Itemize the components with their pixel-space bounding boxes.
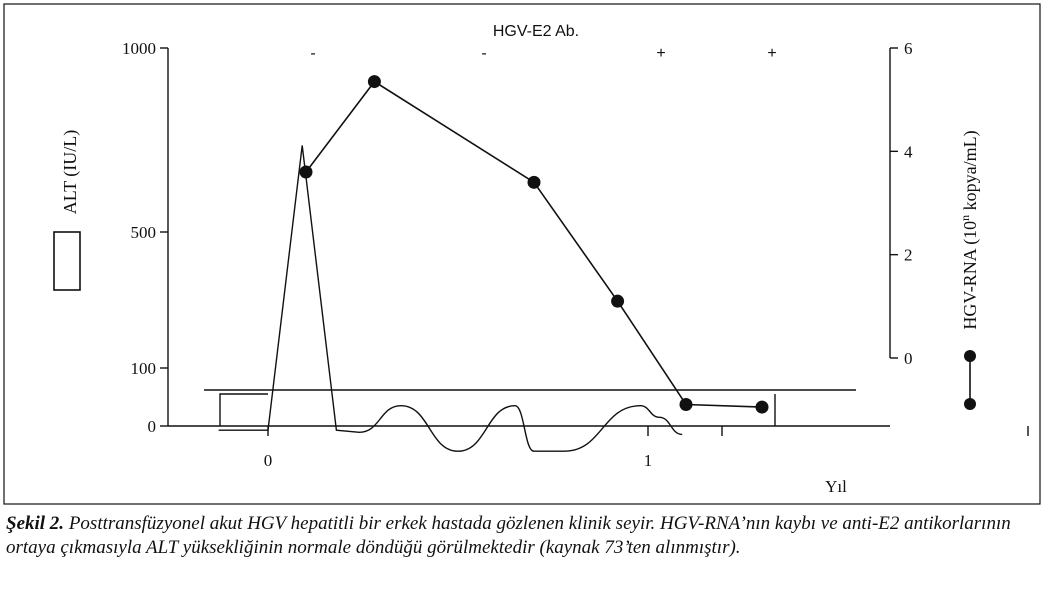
left-tick-label: 500	[130, 223, 156, 242]
hgv-legend-symbol	[964, 350, 976, 410]
x-axis-label: Yıl	[825, 477, 847, 496]
figure-frame	[4, 4, 1040, 504]
right-axis-ticks	[890, 39, 913, 368]
antibody-mark: +	[656, 45, 666, 62]
hgv-rna-point	[611, 295, 624, 308]
left-tick-label: 1000	[122, 39, 156, 58]
hgv-rna-point	[368, 75, 381, 88]
x-axis-ticks	[264, 426, 1046, 470]
caption-label: Şekil 2.	[6, 513, 65, 534]
alt-baseline-step	[220, 394, 268, 426]
hgv-rna-point	[680, 398, 693, 411]
antibody-marks	[310, 45, 776, 62]
left-axis-label: ALT (IU/L)	[60, 129, 80, 215]
alt-legend-symbol	[54, 232, 80, 290]
right-tick-label: 2	[904, 245, 913, 265]
hgv-rna-points	[300, 75, 769, 414]
right-tick-label: 6	[904, 39, 913, 58]
right-axis-label-prefix: HGV-RNA (10	[960, 220, 980, 330]
left-axis-ticks	[122, 39, 168, 436]
right-axis-label-suffix: kopya/mL)	[960, 130, 980, 215]
right-tick-label: 0	[904, 349, 913, 368]
left-tick-label: 0	[147, 417, 156, 436]
hgv-rna-point	[756, 401, 769, 414]
x-tick-label: 1	[643, 451, 653, 470]
hgv-rna-point	[528, 176, 541, 189]
left-tick-label: 100	[130, 359, 156, 378]
antibody-title: HGV-E2 Ab.	[492, 23, 580, 40]
antibody-mark: -	[310, 45, 316, 62]
right-axis-label	[958, 130, 981, 329]
x-tick-label: 0	[263, 451, 273, 470]
figure-caption	[6, 512, 1042, 560]
caption-text: Posttransfüzyonel akut HGV hepatitli bir erkek hastada gözlenen klinik seyir. HGV-RNA’nın kaybı ve anti-E2 antikorlarının ortaya çıkmasıyla ALT yüksekliğinin normale döndüğü görülmektedir (kaynak 73’ten alınmıştır).	[6, 513, 1011, 558]
hgv-rna-point	[300, 166, 313, 179]
right-tick-label: 4	[904, 142, 913, 162]
right-axis-label-sup: n	[958, 214, 972, 221]
antibody-mark: +	[767, 45, 777, 62]
hgv-rna-series-line	[306, 82, 762, 408]
antibody-mark: -	[481, 45, 487, 62]
